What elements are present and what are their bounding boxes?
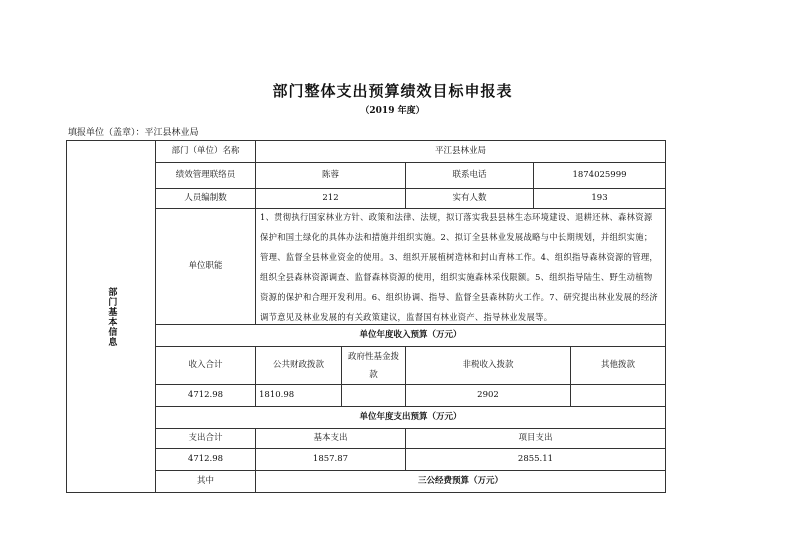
contact-label: 绩效管理联络员 (156, 163, 256, 189)
expense-col-basic: 基本支出 (256, 429, 406, 449)
duties-text: 1、贯彻执行国家林业方针、政策和法律、法规，拟订落实我县县林生态环境建设、退耕还林、森林资源保护和国土绿化的具体办法和措施并组织实施。2、拟订全县林业发展战略与中长期规划，并组织实施；管理、监督全县林业资金的使用。3、组织开展植树造林和封山育林工作。4、组织指导森林资源的管理，组织全县森林资源调查、监督森林资源的使用，组织实施森林采伐限额。5、组织指导陆生、野生动植物资源的保护和合理开发利用。6、组织协调、指导、监督全县森林防火工作。7、研究提出林业发展的经济调节意见及林业发展的有关政策建议，监督国有林业资产、指导林业发展等。 (256, 209, 666, 325)
income-col-gov-fund: 政府性基金拨款 (342, 347, 406, 385)
fiscal-year: （2019 年度） (360, 106, 425, 116)
dept-name-label: 部门（单位）名称 (156, 141, 256, 163)
expense-col-project: 项目支出 (406, 429, 666, 449)
income-val-public-finance: 1810.98 (256, 385, 342, 407)
income-col-other: 其他拨款 (571, 347, 666, 385)
income-val-gov-fund (342, 385, 406, 407)
expense-header: 单位年度支出预算（万元） (156, 407, 666, 429)
income-col-public-finance: 公共财政拨款 (256, 347, 342, 385)
section-label-cell (67, 141, 156, 493)
document-title: 部门整体支出预算绩效目标申报表 (272, 82, 513, 100)
income-val-other (571, 385, 666, 407)
budget-table (66, 140, 666, 493)
income-header: 单位年度收入预算（万元） (156, 325, 666, 347)
among-label: 其中 (156, 471, 256, 493)
dept-name-value: 平江县林业局 (256, 141, 666, 163)
phone-value: 1874025999 (534, 163, 666, 189)
actual-label: 实有人数 (406, 189, 534, 209)
expense-val-basic: 1857.87 (256, 449, 406, 471)
phone-label: 联系电话 (406, 163, 534, 189)
income-col-non-tax: 非税收入拨款 (406, 347, 571, 385)
staff-label: 人员编制数 (156, 189, 256, 209)
income-val-non-tax: 2902 (406, 385, 571, 407)
staff-value: 212 (256, 189, 406, 209)
expense-col-total: 支出合计 (156, 429, 256, 449)
income-col-total: 收入合计 (156, 347, 256, 385)
contact-value: 陈蓉 (256, 163, 406, 189)
expense-val-total: 4712.98 (156, 449, 256, 471)
section-label: 部门基本信息 (106, 286, 117, 347)
filing-unit: 填报单位（盖章）：平江县林业局 (68, 128, 199, 138)
three-public-header: 三公经费预算（万元） (256, 471, 666, 493)
income-val-total: 4712.98 (156, 385, 256, 407)
duties-label: 单位职能 (156, 209, 256, 325)
actual-value: 193 (534, 189, 666, 209)
expense-val-project: 2855.11 (406, 449, 666, 471)
